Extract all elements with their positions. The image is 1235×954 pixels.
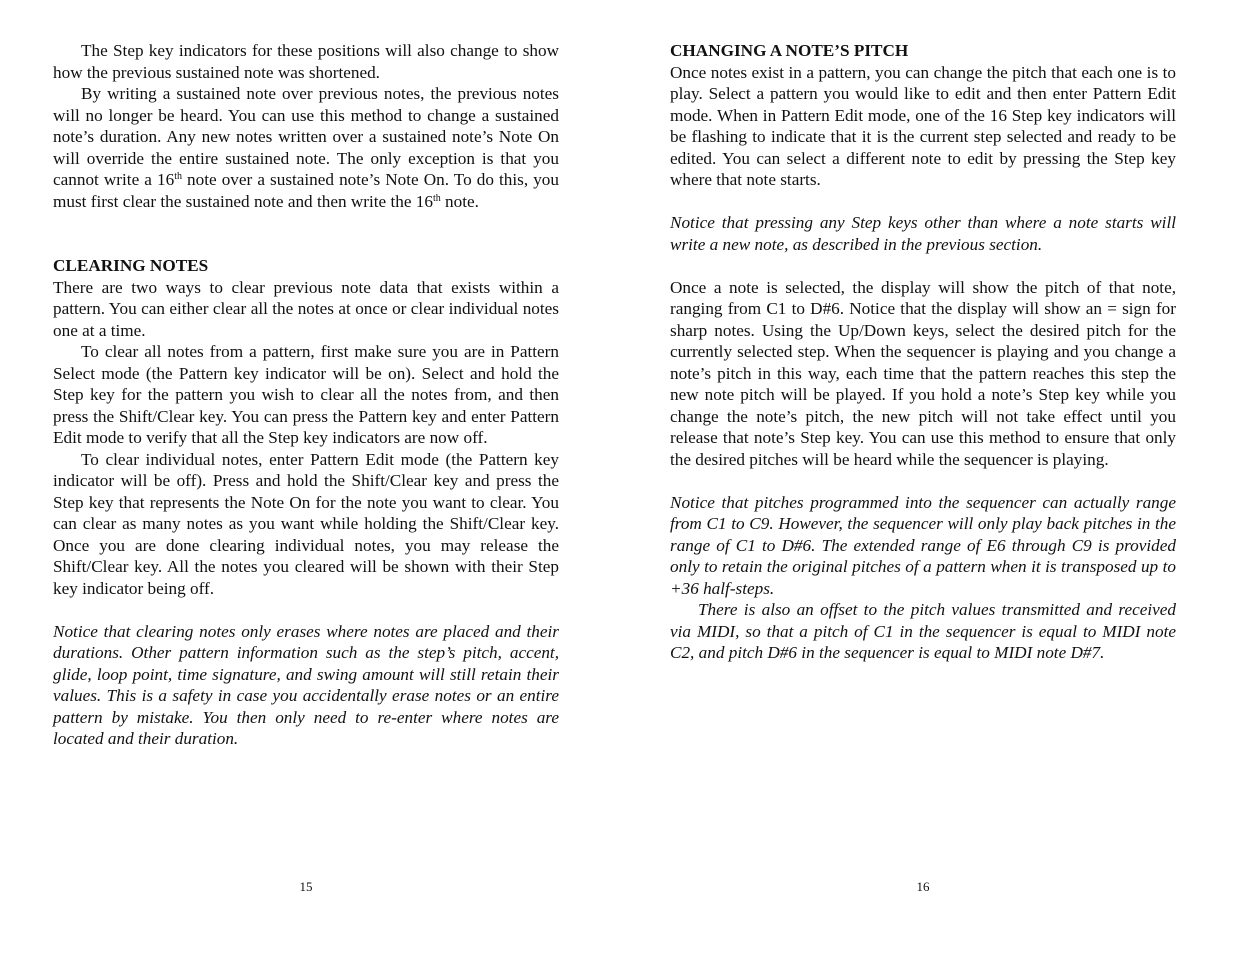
step-keys-notice-paragraph: Notice that pressing any Step keys other than where a note starts will write a new note, as described in the previous section.	[670, 213, 1176, 254]
clearing-notice-paragraph: Notice that clearing notes only erases where notes are placed and their durations. Other pattern information such as the step’s pitch, accent, glide, loop point, time signature, and swing amount will still retain their values. This is a safety in case you accidentally erase notes or an entire pattern by mistake. You then only need to re-enter where notes are located and their duration.	[53, 621, 559, 748]
clear-all-paragraph: To clear all notes from a pattern, first make sure you are in Pattern Select mode (the Pattern key indicator will be on). Select and hold the Step key for the pattern you wish to clear all the notes from, and then press the Shift/Clear key. You can press the Pattern key and enter Pattern Edit mode to verify that all the Step key indicators are now off.	[53, 342, 559, 447]
step-indicator-paragraph: The Step key indicators for these positions will also change to show how the previous sustained note was shortened.	[53, 41, 559, 82]
superscript-th-2: th	[432, 192, 441, 204]
superscript-th-1: th	[174, 171, 182, 182]
change-pitch-paragraph: Once notes exist in a pattern, you can change the pitch that each one is to play. Select a pattern you would like to edit and then enter Pattern Edit mode. When in Pattern Edit mode, one of the 16 Step key indicators will be flashing to indicate that it is the current step selected and ready to be edited. You can select a different note to edit by pressing the Step key where that note starts.	[670, 62, 1176, 189]
sustained-text-1: By writing a sustained note over previous notes, the previous notes will no longer be heard. You can use this method to change a sustained note’s duration. Any new notes written over a sustained note’s Note On will override the entire sustained note. The only exception is that you cannot write a 16	[53, 84, 559, 189]
pitch-display-paragraph: Once a note is selected, the display will show the pitch of that note, ranging from C1 to D#6. Notice that the display will show an = sign for sharp notes. Using the Up/Down keys, select the desired pitch for the currently selected step. When the sequencer is playing and you change a note’s pitch in this way, each time that the pattern reaches this step the new note pitch will be played. If you hold a note’s Step key while you change the note’s pitch, the new pitch will not take effect until you release that note’s Step key. You can use this method to ensure that only the desired pitches will be heard while the sequencer is playing.	[670, 277, 1176, 469]
sustained-text-2: note over a sustained note’s Note On. To do this, you must first clear the sustained note and then write the 16	[53, 170, 559, 211]
right-page	[670, 40, 1176, 664]
page-number-left: 15	[299, 879, 313, 894]
pitch-range-notice-paragraph: Notice that pitches programmed into the sequencer can actually range from C1 to C9. However, the sequencer will only play back pitches in the range of C1 to D#6. The extended range of E6 through C9 is provided only to retain the original pitches of a pattern when it is transposed up to +36 half-steps.	[670, 492, 1176, 598]
midi-offset-paragraph: There is also an offset to the pitch values transmitted and received via MIDI, so that a pitch of C1 in the sequencer is equal to MIDI note C2, and pitch D#6 in the sequencer is equal to MIDI note D#7.	[670, 600, 1176, 662]
page-number-right: 16	[916, 879, 930, 894]
left-page	[53, 40, 559, 750]
changing-pitch-heading: CHANGING A NOTE’S PITCH	[670, 41, 909, 60]
clearing-notes-heading: CLEARING NOTES	[53, 256, 209, 275]
sustained-note-paragraph	[53, 83, 559, 212]
sustained-text-3: note.	[440, 191, 479, 211]
clear-intro-paragraph: There are two ways to clear previous note data that exists within a pattern. You can either clear all the notes at once or clear individual notes one at a time.	[53, 277, 559, 340]
clear-individual-paragraph: To clear individual notes, enter Pattern Edit mode (the Pattern key indicator will be off). Press and hold the Shift/Clear key and press the Step key that represents the Note On for the note you want to clear. You can clear as many notes as you want while holding the Shift/Clear key. Once you are done clearing individual notes, you may release the Shift/Clear key. All the notes you cleared will be shown with their Step key indicator being off.	[53, 449, 559, 598]
